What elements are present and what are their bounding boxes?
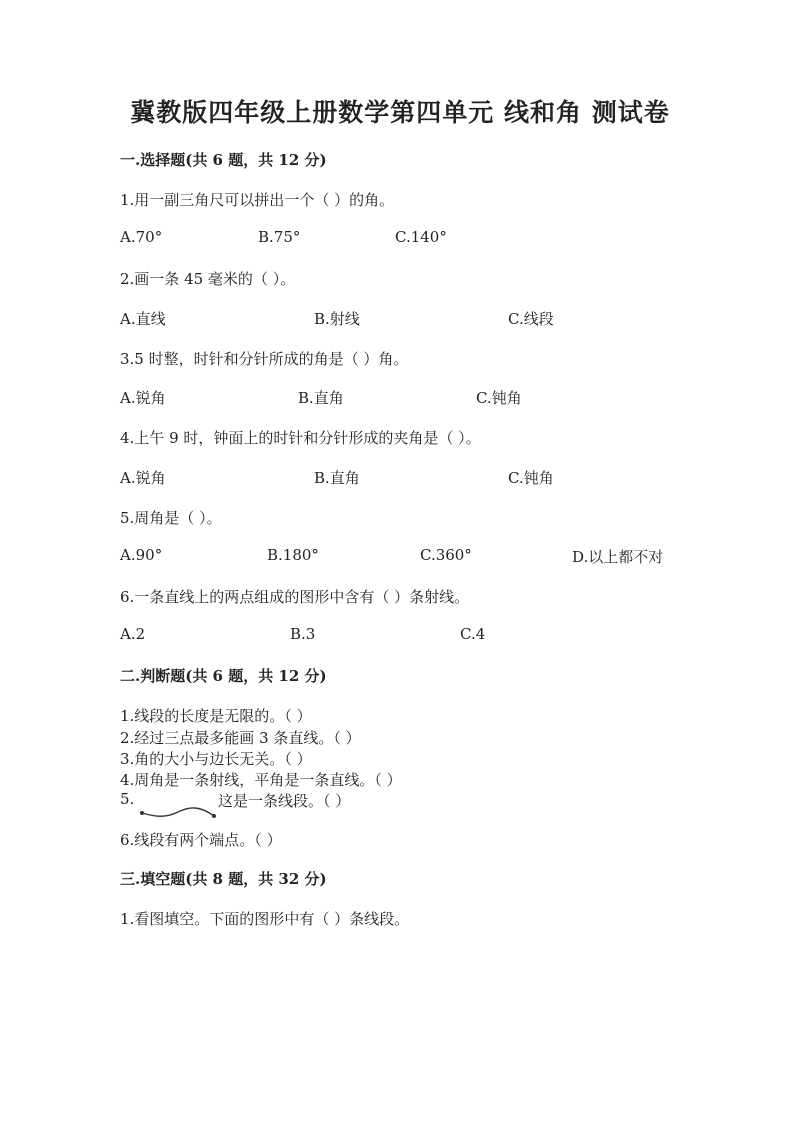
choice-question-3: 3.5 时整，时针和分针所成的角是（ ）角。 bbox=[120, 350, 409, 368]
choice-2-option-b: B.射线 bbox=[314, 310, 360, 328]
choice-3-option-b: B.直角 bbox=[298, 389, 344, 407]
choice-4-option-c: C.钝角 bbox=[508, 469, 554, 487]
choice-5-option-c: C.360° bbox=[420, 546, 472, 564]
choice-2-option-c: C.线段 bbox=[508, 310, 554, 328]
judge-question-6: 6.线段有两个端点。（ ） bbox=[120, 831, 282, 849]
fill-question-1: 1.看图填空。下面的图形中有（ ）条线段。 bbox=[120, 910, 410, 928]
choice-4-option-a: A.锐角 bbox=[120, 469, 166, 487]
choice-3-option-a: A.锐角 bbox=[120, 389, 166, 407]
judge-question-3: 3.角的大小与边长无关。（ ） bbox=[120, 750, 312, 768]
page-title: 冀教版四年级上册数学第四单元 线和角 测试卷 bbox=[130, 98, 670, 127]
judge-question-2: 2.经过三点最多能画 3 条直线。（ ） bbox=[120, 729, 361, 747]
section-heading-fill: 三.填空题(共 8 题，共 32 分) bbox=[120, 870, 327, 888]
judge-question-4: 4.周角是一条射线，平角是一条直线。（ ） bbox=[120, 771, 402, 789]
section-heading-choice: 一.选择题(共 6 题，共 12 分) bbox=[120, 151, 327, 169]
judge-question-5-text: 这是一条线段。（ ） bbox=[218, 792, 351, 810]
curved-line bbox=[142, 808, 214, 816]
choice-5-option-d: D.以上都不对 bbox=[572, 548, 664, 566]
judge-question-1: 1.线段的长度是无限的。（ ） bbox=[120, 707, 312, 725]
curve-endpoint-left bbox=[140, 811, 144, 815]
choice-5-option-b: B.180° bbox=[267, 546, 319, 564]
choice-question-6: 6.一条直线上的两点组成的图形中含有（ ）条射线。 bbox=[120, 588, 470, 606]
choice-question-4: 4.上午 9 时，钟面上的时针和分针形成的夹角是（ ）。 bbox=[120, 429, 481, 447]
choice-1-option-a: A.70° bbox=[120, 228, 163, 246]
choice-4-option-b: B.直角 bbox=[314, 469, 360, 487]
choice-6-option-b: B.3 bbox=[290, 625, 316, 643]
choice-2-option-a: A.直线 bbox=[120, 310, 166, 328]
choice-5-option-a: A.90° bbox=[120, 546, 163, 564]
curved-segment-figure bbox=[138, 804, 220, 822]
choice-1-option-b: B.75° bbox=[258, 228, 301, 246]
choice-1-option-c: C.140° bbox=[395, 228, 447, 246]
curve-endpoint-right bbox=[212, 814, 216, 818]
choice-6-option-a: A.2 bbox=[120, 625, 146, 643]
section-heading-judge: 二.判断题(共 6 题，共 12 分) bbox=[120, 667, 327, 685]
judge-question-5-number: 5. bbox=[120, 790, 135, 808]
choice-question-5: 5.周角是（ ）。 bbox=[120, 509, 222, 527]
choice-question-2: 2.画一条 45 毫米的（ ）。 bbox=[120, 270, 296, 288]
choice-6-option-c: C.4 bbox=[460, 625, 486, 643]
choice-question-1: 1.用一副三角尺可以拼出一个（ ）的角。 bbox=[120, 191, 395, 209]
choice-3-option-c: C.钝角 bbox=[476, 389, 522, 407]
